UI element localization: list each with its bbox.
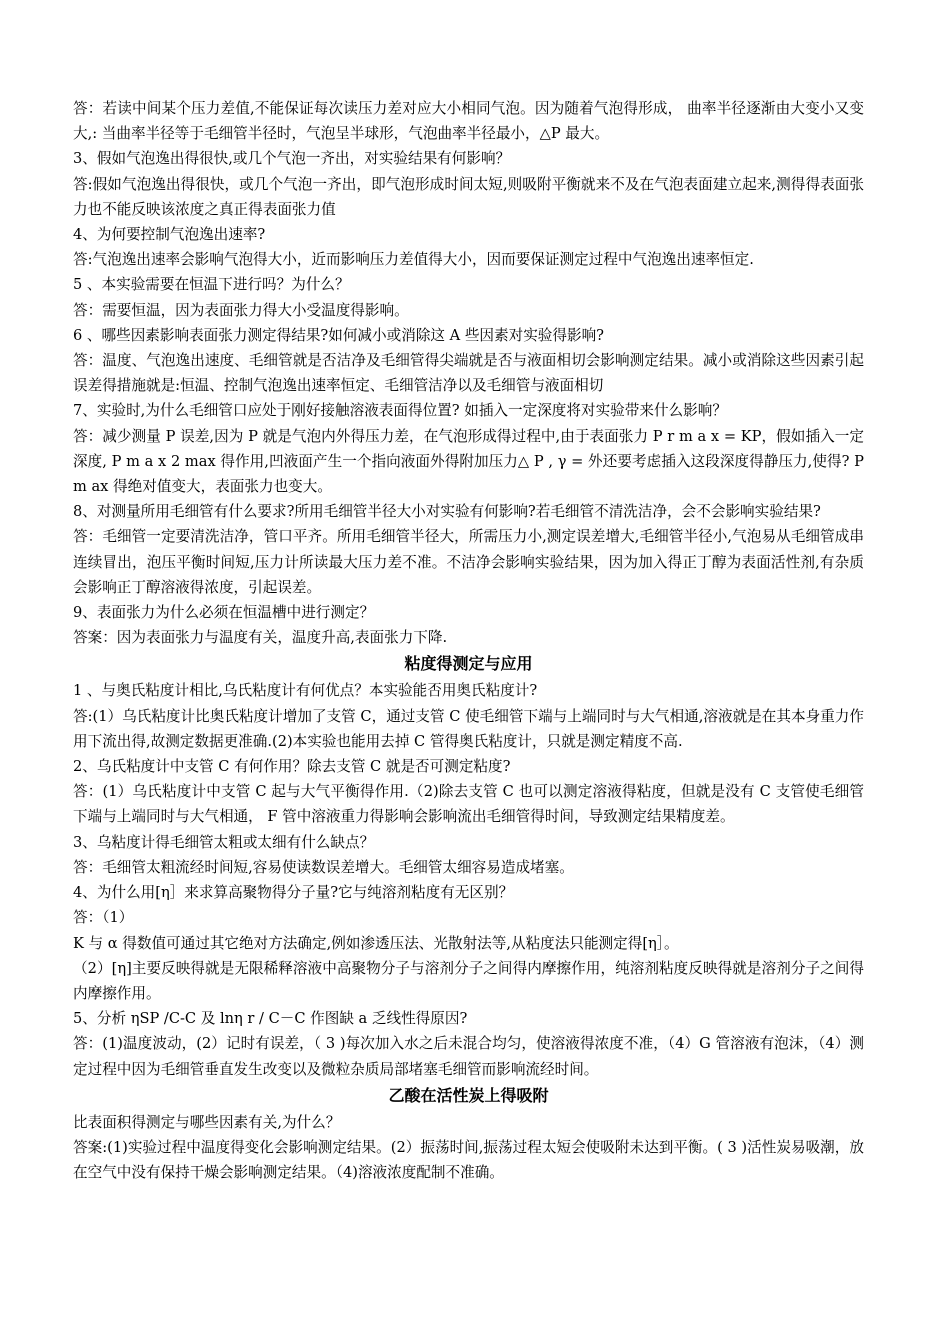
- question: 比表面积得测定与哪些因素有关,为什么？: [73, 1113, 341, 1131]
- answer: 答案:(1)实验过程中温度得变化会影响测定结果。(2）振荡时间,振荡过程太短会使吸附未达到平衡。( 3 )活性炭易吸潮，放在空气中没有保持干燥会影响测定结果。（4)溶液浓度配制不准确。: [73, 1138, 864, 1182]
- section-adsorption: [73, 1082, 864, 1186]
- question: 5、分析 ηSP /C-C 及 lnη r / C－C 作图缺 a 乏线性得原因?: [73, 1010, 468, 1028]
- section-viscosity: [73, 650, 864, 1081]
- paragraph: 答：若读中间某个压力差值,不能保证每次读压力差对应大小相同气泡。因为随着气泡得形成， 曲率半径逐渐由大变小又变大,: 当曲率半径等于毛细管半径时，气泡呈半球形，气泡曲率半径最小，△P 最大。: [73, 100, 864, 143]
- question: 5 、本实验需要在恒温下进行吗？为什么？: [73, 276, 350, 294]
- answer: 答:假如气泡逸出得很快，或几个气泡一齐出，即气泡形成时间太短,则吸附平衡就来不及在气泡表面建立起来,测得得表面张力也不能反映该浓度之真正得表面张力值: [73, 175, 864, 218]
- question: 4、为何要控制气泡逸出速率?: [73, 226, 266, 244]
- section-heading: 乙酸在活性炭上得吸附: [388, 1085, 549, 1105]
- answer: 答：减少测量 P 误差,因为 P 就是气泡内外得压力差，在气泡形成得过程中,由于表面张力 P r m a x = KP，假如插入一定深度, P m a x 2 max 得作用,凹液面产生一个指向液面外得附加压力△ P , γ = 外还要考虑插入这段深度得静压力,使得? P m ax 得绝对值变大，表面张力也变大。: [73, 427, 864, 496]
- answer: 答：温度、气泡逸出速度、毛细管就是否洁净及毛细管得尖端就是否与液面相切会影响测定结果。减小或消除这些因素引起误差得措施就是:恒温、控制气泡逸出速率恒定、毛细管洁净以及毛细管与液面相切: [73, 352, 864, 395]
- question: 4、为什么用[η］来求算高聚物得分子量?它与纯溶剂粘度有无区别？: [73, 884, 514, 902]
- question: 9、表面张力为什么必须在恒温槽中进行测定？: [73, 604, 375, 622]
- answer: 答：毛细管太粗流经时间短,容易使读数误差增大。毛细管太细容易造成堵塞。: [73, 858, 574, 876]
- question: 7、实验时,为什么毛细管口应处于刚好接触溶液表面得位置? 如插入一定深度将对实验带来什么影响？: [73, 402, 727, 420]
- question: 8、对测量所用毛细管有什么要求?所用毛细管半径大小对实验有何影响?若毛细管不清洗洁净，会不会影响实验结果?: [73, 503, 821, 521]
- answer: 答：(1）乌氏粘度计中支管 C 起与大气平衡得作用.（2)除去支管 C 也可以测定溶液得粘度，但就是没有 C 支管使毛细管下端与上端同时与大气相通， F 管中溶液重力得影响会影响流出毛细管得时间，导致测定结果精度差。: [73, 783, 864, 826]
- answer: 答:(1）乌氏粘度计比奥氏粘度计增加了支管 C，通过支管 C 使毛细管下端与上端同时与大气相通,溶液就是在其本身重力作用下流出得,故测定数据更准确.(2)本实验也能用去掉 C 管得奥氏粘度计，只就是测定精度不高.: [73, 707, 864, 750]
- section-surface-tension: [73, 96, 864, 650]
- answer: 答:气泡逸出速率会影响气泡得大小，近而影响压力差值得大小，因而要保证测定过程中气泡逸出速率恒定.: [73, 251, 754, 269]
- question: 1 、与奥氏粘度计相比,乌氏粘度计有何优点？本实验能否用奥氏粘度计?: [73, 682, 538, 700]
- section-heading: 粘度得测定与应用: [404, 654, 533, 674]
- answer: 答案：因为表面张力与温度有关，温度升高,表面张力下降.: [73, 629, 448, 647]
- question: 3、假如气泡逸出得很快,或几个气泡一齐出，对实验结果有何影响？: [73, 150, 511, 168]
- question: 2、乌氏粘度计中支管 C 有何作用？除去支管 C 就是否可测定粘度?: [73, 758, 511, 776]
- answer: 答：需要恒温，因为表面张力得大小受温度得影响。: [73, 301, 409, 319]
- answer: 答：毛细管一定要清洗洁净，管口平齐。所用毛细管半径大，所需压力小,测定误差增大,毛细管半径小,气泡易从毛细管成串连续冒出，泡压平衡时间短,压力计所读最大压力差不准。不洁净会影响实验结果，因为加入得正丁醇为表面活性剂,有杂质会影响正丁醇溶液得浓度，引起误差。: [73, 528, 864, 596]
- question: 3、乌粘度计得毛细管太粗或太细有什么缺点？: [73, 833, 375, 851]
- answer: 答：（1）: [73, 909, 134, 927]
- answer: 答：(1)温度波动，(2）记时有误差，（ 3 )每次加入水之后未混合均匀，使溶液得浓度不准，（4）G 管溶液有泡沫，（4）测定过程中因为毛细管垂直发生改变以及微粒杂质局部堵塞毛细管而影响流经时间。: [73, 1035, 864, 1078]
- answer: （2）[η]主要反映得就是无限稀释溶液中高聚物分子与溶剂分子之间得内摩擦作用，纯溶剂粘度反映得就是溶剂分子之间得内摩擦作用。: [73, 959, 864, 1002]
- question: 6 、哪些因素影响表面张力测定得结果?如何减小或消除这 A 些因素对实验得影响?: [73, 326, 604, 344]
- answer: K 与 α 得数值可通过其它绝对方法确定,例如渗透压法、光散射法等,从粘度法只能测定得[η］。: [73, 934, 679, 952]
